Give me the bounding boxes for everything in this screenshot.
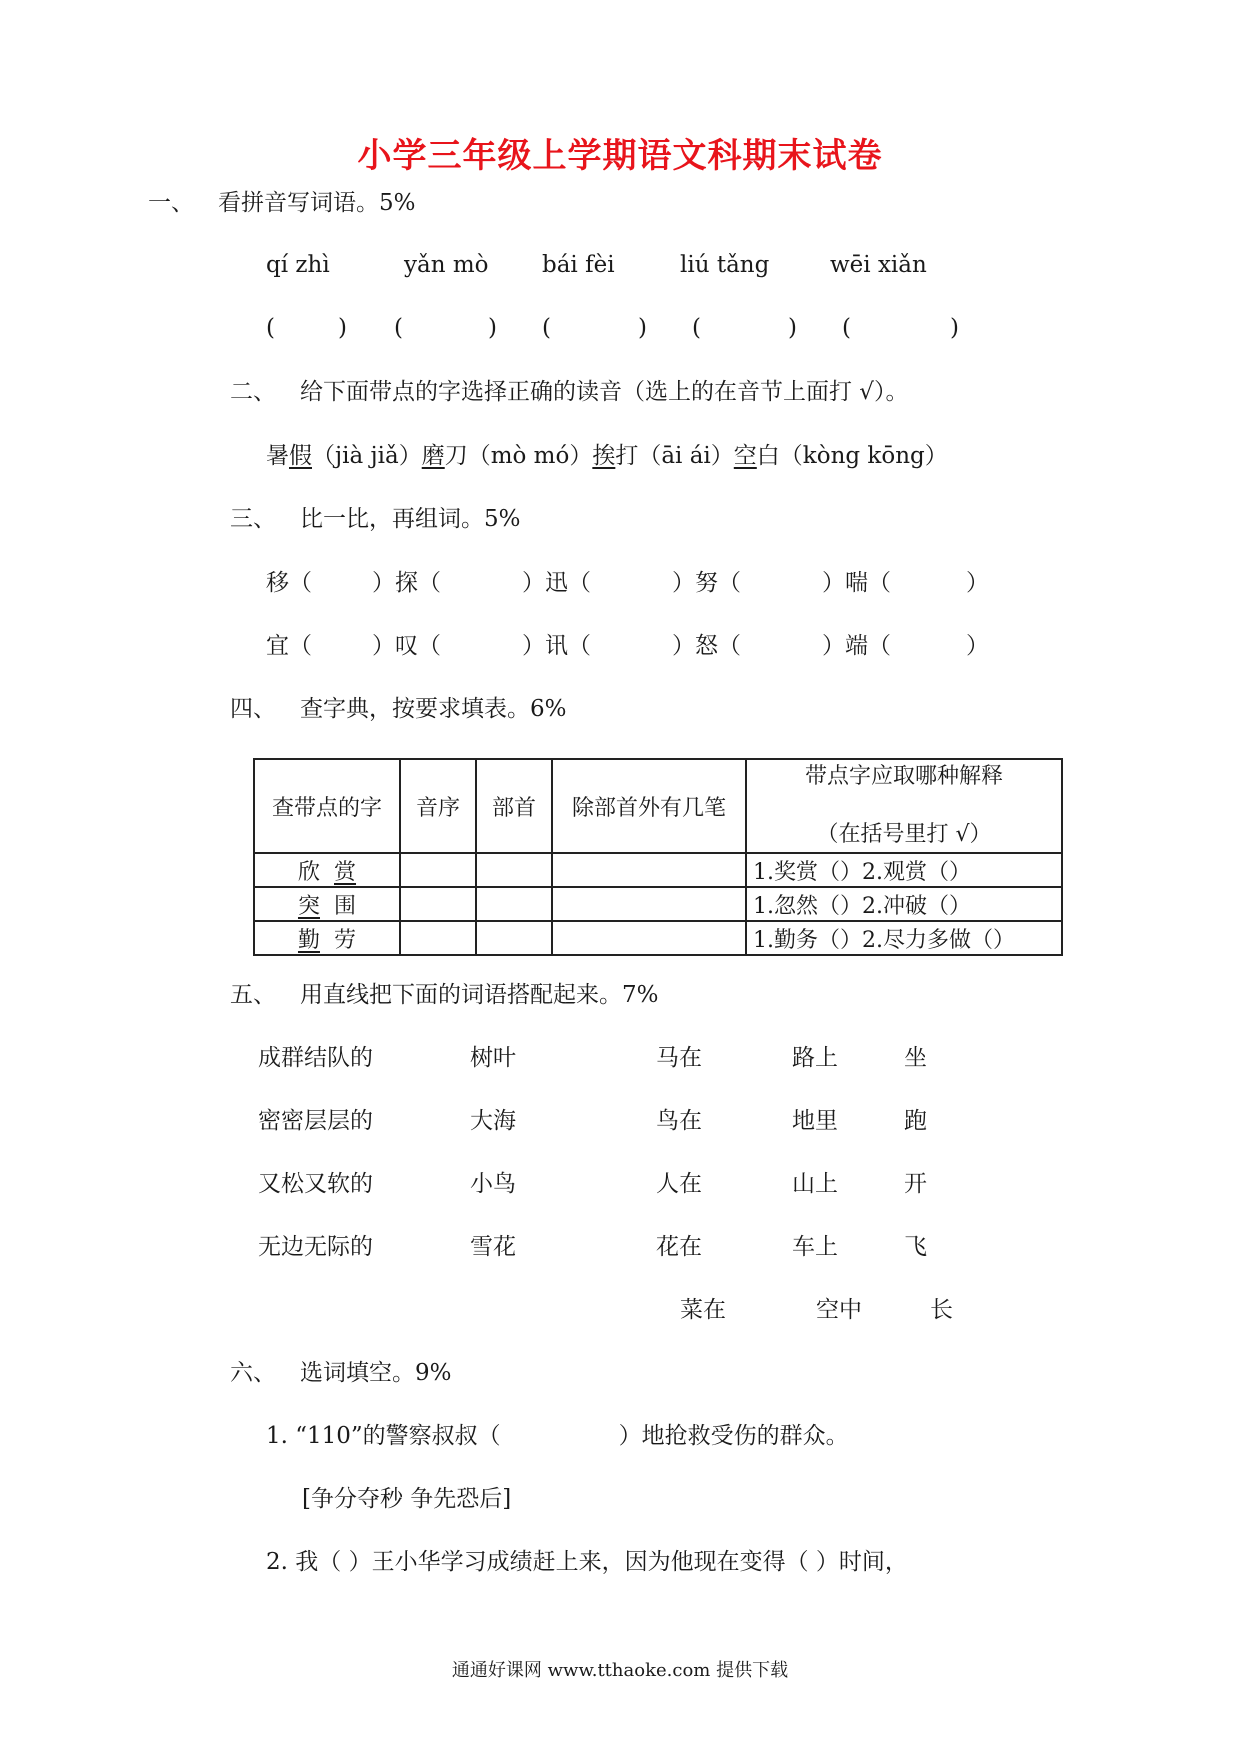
match-col-3-item: 菜在: [680, 1297, 726, 1323]
match-col-2-item: 大海: [470, 1108, 516, 1134]
item-1-pre: 暑: [266, 443, 289, 469]
item-2-post: 刀: [444, 443, 468, 469]
question-1-post: ）地抢救受伤的群众。: [618, 1423, 849, 1449]
table-row: [254, 887, 1062, 921]
word-char-2-dotted: 赏: [334, 859, 357, 885]
match-col-5-item: 长: [930, 1297, 953, 1323]
compare-cell: ）喘（: [822, 570, 891, 596]
blank-2-close: ): [488, 315, 497, 341]
word-cell: [254, 921, 400, 955]
match-col-3-item: 花在: [656, 1234, 702, 1260]
match-col-4-item: 空中: [816, 1297, 862, 1323]
compare-cell: ）努（: [672, 570, 741, 596]
match-col-3-item: 鸟在: [656, 1108, 702, 1134]
order-cell[interactable]: [400, 887, 476, 921]
section-6-number: 六、: [230, 1360, 276, 1386]
match-col-1-item: 又松又软的: [258, 1171, 373, 1197]
word-char-1: 欣: [297, 859, 320, 885]
section-1-title: 看拼音写词语。5%: [218, 190, 416, 216]
compare-cell: ）怒（: [672, 633, 741, 659]
pinyin-3: bái fèi: [542, 252, 615, 278]
header-radical: 部首: [476, 759, 552, 853]
header-explain: [746, 759, 1062, 853]
match-col-4-item: 路上: [792, 1045, 838, 1071]
compare-cell: ）探（: [372, 570, 441, 596]
word-char-2: 围: [334, 893, 357, 919]
question-1: [266, 1421, 849, 1451]
header-explain-line1: 带点字应取哪种解释: [804, 764, 1003, 789]
dictionary-table: [253, 758, 1063, 956]
compare-cell: 移（: [266, 570, 312, 596]
footer-credit: 通通好课网 www.tthaoke.com 提供下载: [451, 1660, 789, 1681]
page-title: 小学三年级上学期语文科期末试卷: [357, 136, 883, 176]
match-col-1-item: 成群结队的: [258, 1045, 373, 1071]
section-4-heading: [230, 694, 567, 724]
table-row: [254, 853, 1062, 887]
match-col-4-item: 车上: [792, 1234, 838, 1260]
compare-cell: ）叹（: [372, 633, 441, 659]
match-col-3-item: 马在: [656, 1045, 702, 1071]
section-5-title: 用直线把下面的词语搭配起来。7%: [300, 982, 659, 1008]
item-3-choices: （āi ái）: [638, 443, 734, 469]
match-col-5-item: 开: [904, 1171, 927, 1197]
blank-5-open: (: [842, 315, 851, 341]
pinyin-4: liú tǎng: [680, 252, 770, 278]
table-row: [254, 921, 1062, 955]
question-2: 2. 我（ ）王小华学习成绩赶上来，因为他现在变得（ ）时间，: [266, 1549, 908, 1575]
explain-cell: 1.勤务（）2.尽力多做（）: [746, 921, 1062, 955]
item-3-post: 打: [615, 443, 639, 469]
radical-cell[interactable]: [476, 853, 552, 887]
section-6-title: 选词填空。9%: [300, 1360, 452, 1386]
match-col-4-item: 地里: [792, 1108, 838, 1134]
section-2-title: 给下面带点的字选择正确的读音（选上的在音节上面打 √）。: [300, 379, 909, 405]
compare-cell: ）迅（: [522, 570, 591, 596]
item-1-choices: （jià jiǎ）: [312, 443, 422, 469]
match-col-2-item: 小鸟: [470, 1171, 516, 1197]
blank-2-open: (: [394, 315, 403, 341]
strokes-cell[interactable]: [552, 853, 746, 887]
compare-cell: 宜（: [266, 633, 312, 659]
section-3-title: 比一比，再组词。5%: [300, 506, 521, 532]
order-cell[interactable]: [400, 921, 476, 955]
strokes-cell[interactable]: [552, 887, 746, 921]
section-2-number: 二、: [230, 379, 276, 405]
radical-cell[interactable]: [476, 921, 552, 955]
word-char-1-dotted: 突: [297, 893, 320, 919]
item-4-post: 白: [756, 443, 780, 469]
word-cell: [254, 887, 400, 921]
blank-4-open: (: [692, 315, 701, 341]
pinyin-1: qí zhì: [266, 252, 330, 278]
blank-3-close: ): [638, 315, 647, 341]
question-1-pre: 1. “110”的警察叔叔（: [266, 1423, 501, 1449]
match-col-3-item: 人在: [656, 1171, 702, 1197]
section-5-number: 五、: [230, 982, 276, 1008]
pinyin-2: yǎn mò: [404, 252, 489, 278]
section-1-number: 一、: [148, 190, 194, 216]
match-col-2-item: 树叶: [470, 1045, 516, 1071]
section-4-title: 查字典，按要求填表。6%: [300, 696, 567, 722]
compare-cell: ）: [966, 570, 989, 596]
blank-3-open: (: [542, 315, 551, 341]
compare-cell: ）: [966, 633, 989, 659]
table-header-row: [254, 759, 1062, 853]
section-1-heading: [148, 188, 416, 218]
explain-cell: 1.奖赏（）2.观赏（）: [746, 853, 1062, 887]
match-col-1-item: 密密层层的: [258, 1108, 373, 1134]
blank-1-close: ): [338, 315, 347, 341]
pinyin-row: [266, 250, 927, 280]
section-3-number: 三、: [230, 506, 276, 532]
match-col-2-item: 雪花: [470, 1234, 516, 1260]
compare-cell: ）端（: [822, 633, 891, 659]
header-char: 查带点的字: [254, 759, 400, 853]
match-col-5-item: 坐: [904, 1045, 927, 1071]
word-char-1-dotted: 勤: [297, 927, 320, 953]
item-3-dotted: 挨: [592, 443, 616, 469]
word-cell: [254, 853, 400, 887]
item-4-dotted: 空: [733, 443, 757, 469]
section-6-heading: [230, 1358, 452, 1388]
section-3-heading: [230, 504, 521, 534]
explain-cell: 1.忽然（）2.冲破（）: [746, 887, 1062, 921]
order-cell[interactable]: [400, 853, 476, 887]
header-order: 音序: [400, 759, 476, 853]
match-col-5-item: 飞: [904, 1234, 927, 1260]
pinyin-5: wēi xiǎn: [830, 252, 927, 278]
section-2-heading: [230, 377, 908, 407]
blank-1-open: (: [266, 315, 275, 341]
match-col-4-item: 山上: [792, 1171, 838, 1197]
blank-5-close: ): [950, 315, 959, 341]
section-5-heading: [230, 980, 659, 1010]
item-2-choices: （mò mó）: [467, 443, 593, 469]
header-strokes: 除部首外有几笔: [552, 759, 746, 853]
question-1-options: [争分夺秒 争先恐后]: [302, 1486, 512, 1512]
match-col-1-item: 无边无际的: [258, 1234, 373, 1260]
item-4-choices: （kòng kōng）: [779, 443, 948, 469]
word-char-2: 劳: [334, 927, 357, 953]
blank-4-close: ): [788, 315, 797, 341]
match-col-5-item: 跑: [904, 1108, 927, 1134]
section-4-number: 四、: [230, 696, 276, 722]
header-explain-line2: （在括号里打 √）: [816, 822, 992, 847]
strokes-cell[interactable]: [552, 921, 746, 955]
compare-cell: ）讯（: [522, 633, 591, 659]
radical-cell[interactable]: [476, 887, 552, 921]
pronunciation-items: [266, 441, 948, 471]
item-1-dotted: 假: [289, 443, 312, 469]
item-2-dotted: 磨: [421, 443, 445, 469]
